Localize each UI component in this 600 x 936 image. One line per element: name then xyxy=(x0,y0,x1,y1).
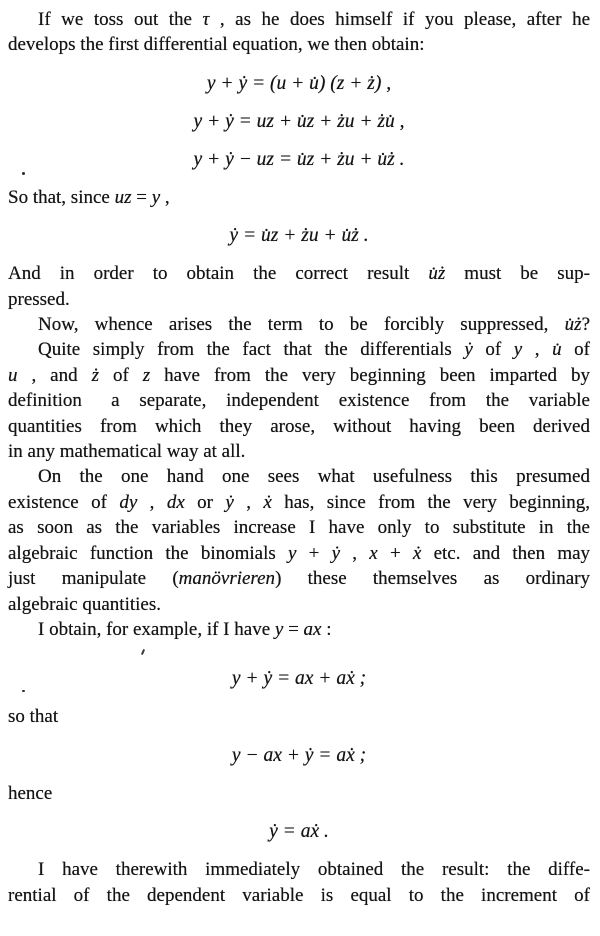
math-run: x xyxy=(369,542,378,564)
text-line xyxy=(8,464,590,489)
text-run: etc. and then may xyxy=(421,542,591,564)
text-run: , xyxy=(137,491,167,513)
text-run: develops the first differential equation, we then obtain: xyxy=(8,34,425,56)
text-run: And in order to obtain the correct result xyxy=(8,263,429,285)
text-run: hence xyxy=(8,782,53,804)
math-run: manövrieren xyxy=(178,568,276,590)
equation-line xyxy=(8,743,590,768)
text-line xyxy=(8,515,590,540)
math-run: y xyxy=(151,186,161,208)
math-run: ż xyxy=(91,364,99,386)
text-run: , xyxy=(340,542,370,564)
text-run: ? xyxy=(581,314,590,336)
text-run: = xyxy=(283,618,304,640)
math-run: uz xyxy=(114,186,132,208)
text-run: must be sup- xyxy=(445,263,590,285)
math-run: y + ẏ = (u + u̇) (z + ż) , xyxy=(206,72,392,94)
text-run: algebraic quantities. xyxy=(8,593,161,615)
text-line xyxy=(8,337,590,362)
text-run: , xyxy=(233,491,264,513)
math-run: y + ẏ = uz + u̇z + żu + żu̇ , xyxy=(193,110,405,132)
text-run: , xyxy=(522,339,553,361)
math-run: ax xyxy=(303,618,322,640)
text-run: + xyxy=(296,542,332,564)
text-run: I obtain, for example, if I have xyxy=(38,618,275,640)
equation-line xyxy=(8,819,590,844)
text-run: of xyxy=(561,339,590,361)
text-run: + xyxy=(377,542,413,564)
scan-speck xyxy=(22,690,25,692)
text-line xyxy=(8,781,590,806)
text-run: existence of xyxy=(8,491,120,513)
text-run: or xyxy=(184,491,226,513)
text-run: algebraic function the binomials xyxy=(8,542,289,564)
math-run: ẏ = aẋ . xyxy=(269,821,329,843)
scan-speck xyxy=(22,172,25,175)
page-content xyxy=(8,7,590,908)
text-run: definition a separate, independent existence from the variable xyxy=(8,390,590,412)
text-line xyxy=(8,883,590,908)
text-run: as soon as the variables increase I have only to substitute in the xyxy=(8,517,590,539)
text-line xyxy=(8,7,590,32)
text-run: rential of the dependent variable is equal to the increment of xyxy=(8,884,590,906)
math-run: ẏ xyxy=(331,542,341,564)
math-run: y + ẏ − uz = u̇z + żu + u̇ż . xyxy=(193,148,405,170)
math-run: y xyxy=(274,618,284,640)
text-line xyxy=(8,32,590,57)
math-run: u̇ż xyxy=(564,314,582,336)
text-run: Now, whence arises the term to be forcibly suppressed, xyxy=(38,314,565,336)
text-line xyxy=(8,287,590,312)
math-run: y + ẏ = ax + aẋ ; xyxy=(231,668,367,690)
text-run: I have therewith immediately obtained the result: the diffe- xyxy=(38,859,590,881)
text-line xyxy=(8,592,590,617)
text-line xyxy=(8,312,590,337)
math-run: u xyxy=(8,364,18,386)
text-run: : xyxy=(321,618,332,640)
text-run: ) these themselves as ordinary xyxy=(275,568,590,590)
text-run: just manipulate ( xyxy=(8,568,179,590)
equation-line xyxy=(8,109,590,134)
math-run: dx xyxy=(166,491,185,513)
text-line xyxy=(8,566,590,591)
math-run: ẋ xyxy=(263,491,272,513)
text-run: of xyxy=(472,339,514,361)
text-line xyxy=(8,261,590,286)
equation-line xyxy=(8,71,590,96)
math-run: ẏ xyxy=(225,491,234,513)
equation-line xyxy=(8,666,590,691)
math-run: dy xyxy=(119,491,138,513)
text-line xyxy=(8,490,590,515)
text-line xyxy=(8,541,590,566)
text-run: quantities from which they arose, without having been derived xyxy=(8,415,590,437)
text-run: in any mathematical way at all. xyxy=(8,441,246,463)
math-run: ẏ = u̇z + żu + u̇ż . xyxy=(229,225,369,247)
text-run: Quite simply from the fact that the differentials xyxy=(38,339,465,361)
math-run: ẏ xyxy=(464,339,473,361)
equation-line xyxy=(8,147,590,172)
text-line xyxy=(8,363,590,388)
text-run: If we toss out the xyxy=(38,9,203,30)
text-run: , as he does himself if you please, after he xyxy=(209,9,590,30)
text-run: has, since from the very beginning, xyxy=(271,491,591,513)
math-run: ẋ xyxy=(412,542,422,564)
text-run: have from the very beginning been imparted by xyxy=(150,364,591,386)
text-run: so that xyxy=(8,706,59,728)
math-run: u̇ż xyxy=(428,263,446,285)
text-line xyxy=(8,414,590,439)
math-run: τ xyxy=(202,9,210,30)
text-line xyxy=(8,857,590,882)
text-run: On the one hand one sees what usefulness this presumed xyxy=(38,466,590,488)
text-line xyxy=(8,617,590,642)
math-run: y xyxy=(288,542,297,564)
math-run: y xyxy=(513,339,523,361)
math-run: y − ax + ẏ = aẋ ; xyxy=(231,744,367,766)
text-line xyxy=(8,439,590,464)
text-run: of xyxy=(98,364,143,386)
text-run: So that, since xyxy=(8,186,115,208)
math-run: z xyxy=(142,364,151,386)
equation-line xyxy=(8,223,590,248)
text-line xyxy=(8,388,590,413)
text-run: = xyxy=(131,186,152,208)
text-run: pressed. xyxy=(8,288,70,310)
text-line xyxy=(8,704,590,729)
text-line xyxy=(8,185,590,210)
math-run: u̇ xyxy=(552,339,562,361)
text-run: , and xyxy=(17,364,92,386)
text-run: , xyxy=(160,186,170,208)
